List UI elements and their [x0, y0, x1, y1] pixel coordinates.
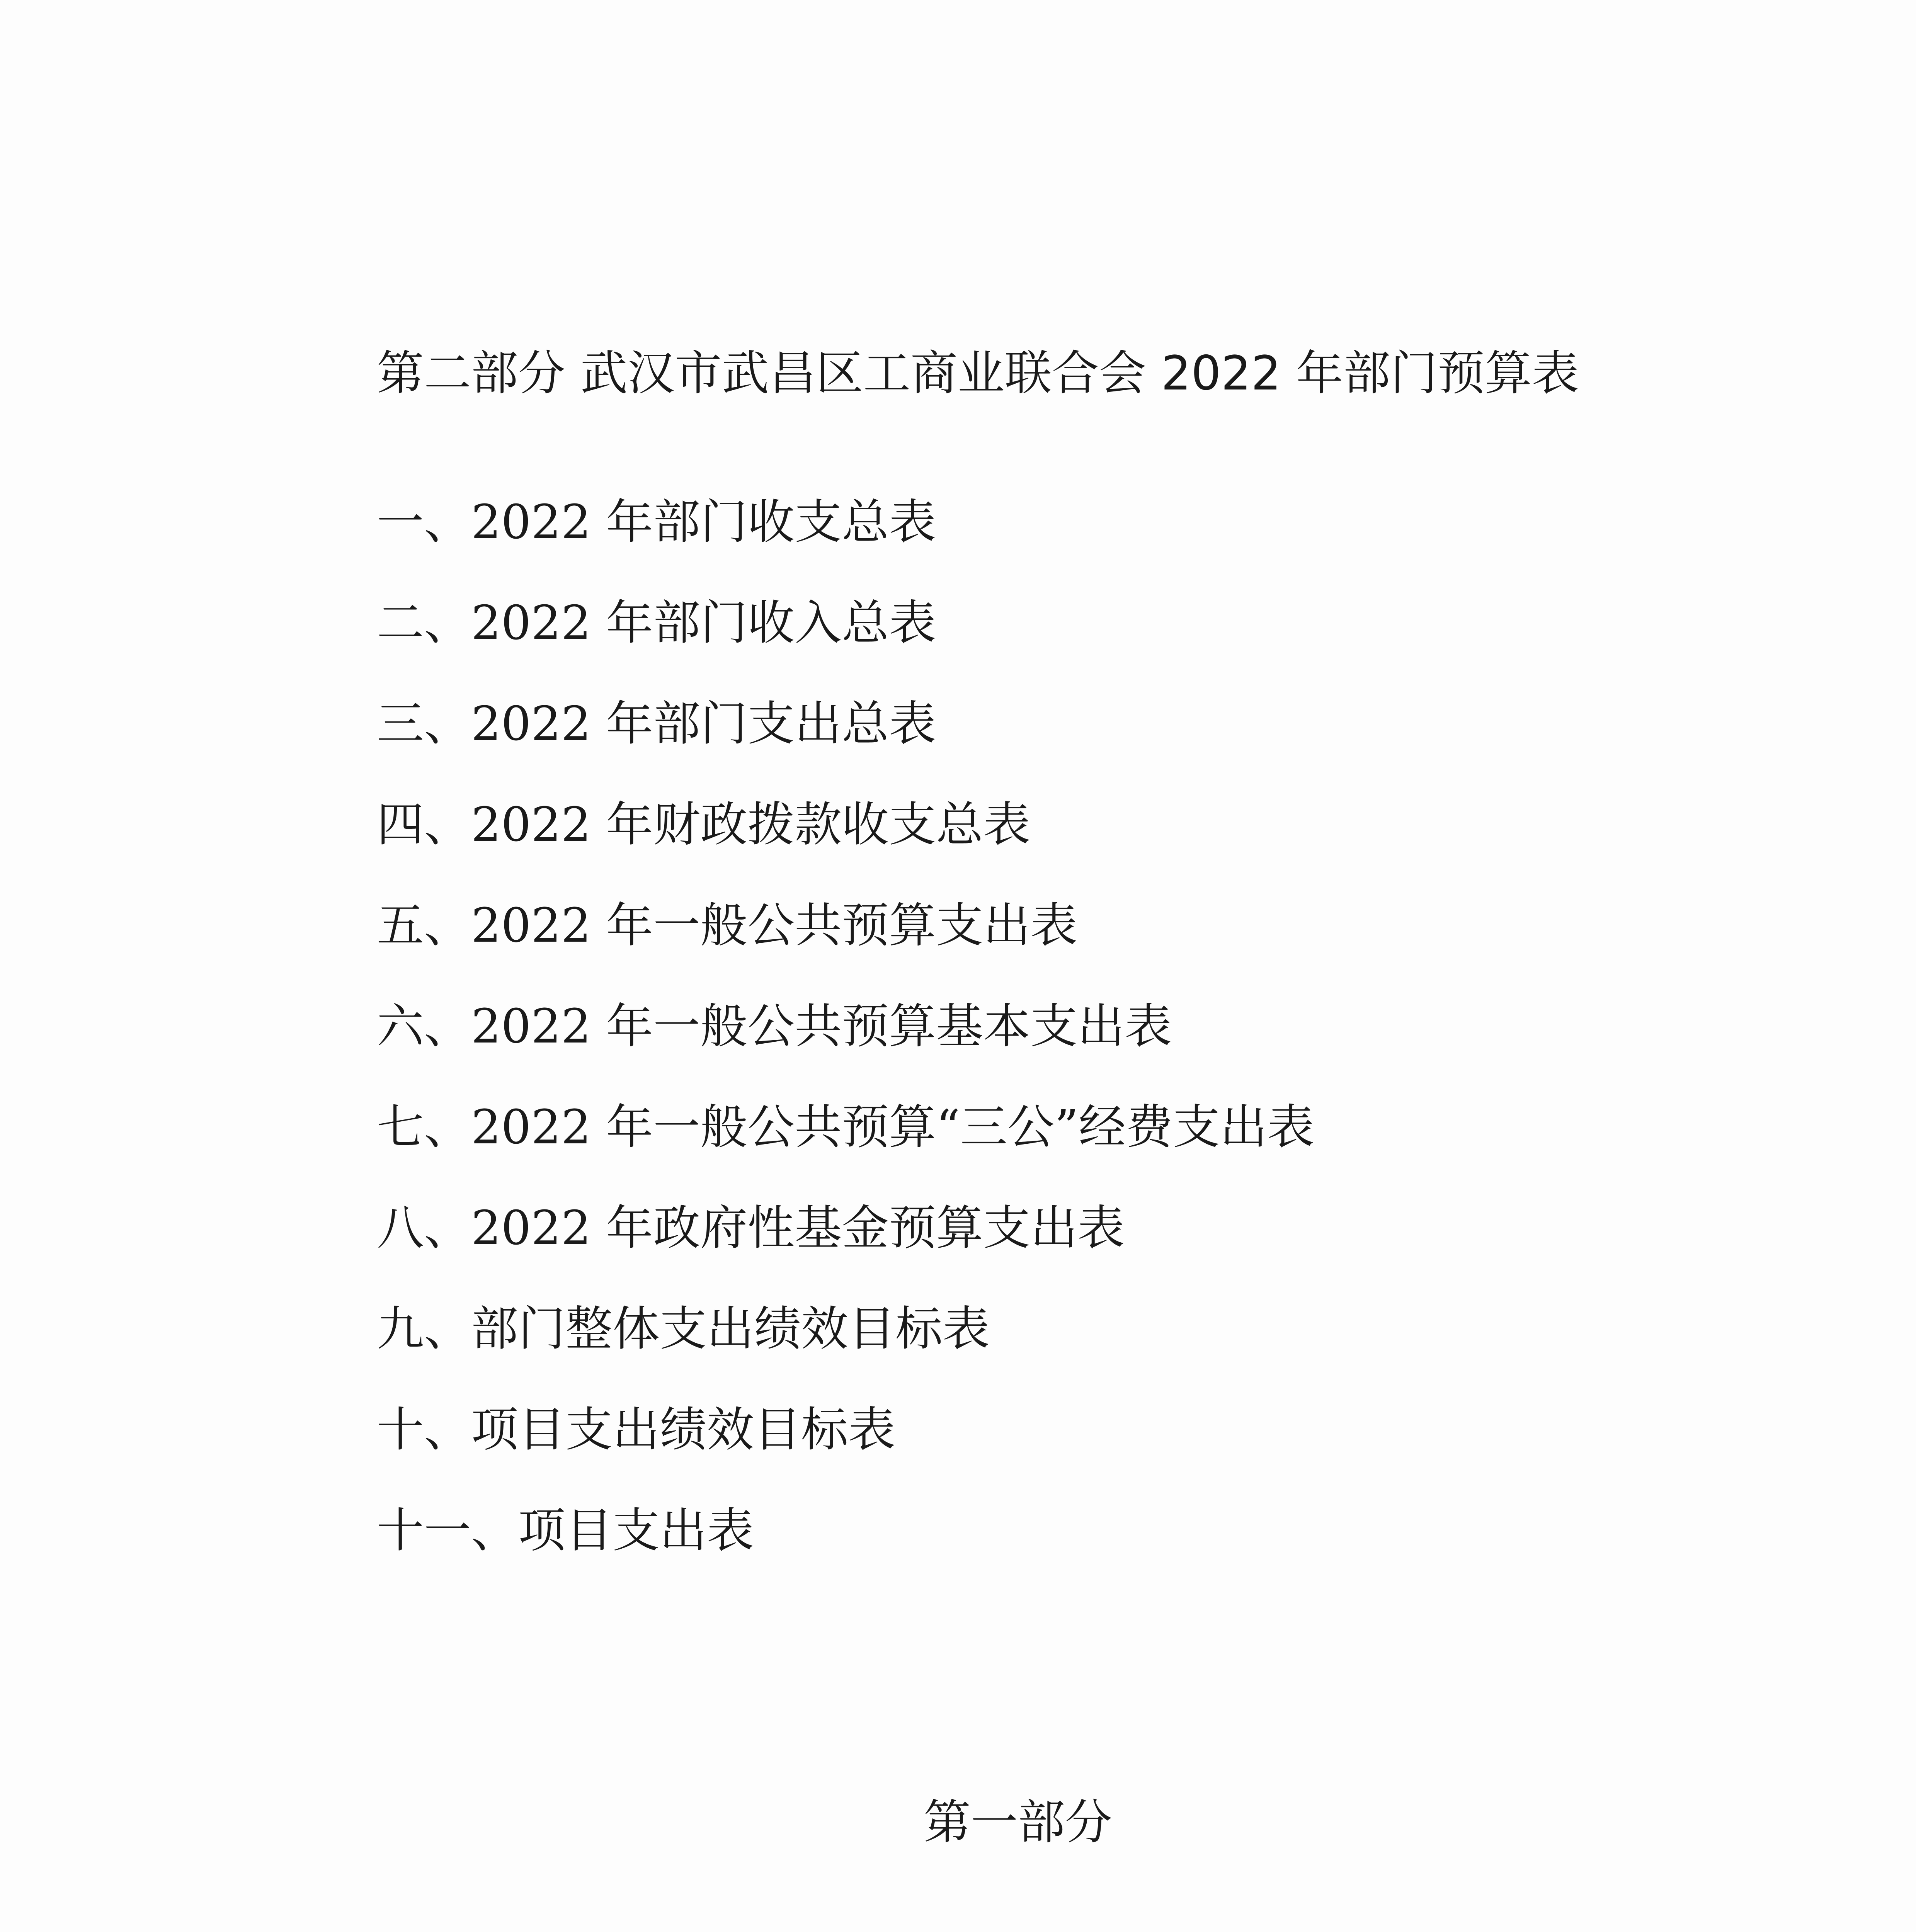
- part1-label: 第一部分: [924, 1795, 1112, 1850]
- toc-item-4: 四、2022 年财政拨款收支总表: [377, 797, 1031, 852]
- toc-item-9: 九、部门整体支出绩效目标表: [377, 1301, 990, 1356]
- toc-item-10: 十、项目支出绩效目标表: [377, 1402, 895, 1457]
- part2-title: 第二部分 武汉市武昌区工商业联合会 2022 年部门预算表: [377, 346, 1579, 401]
- toc-item-5: 五、2022 年一般公共预算支出表: [377, 898, 1078, 953]
- toc-item-6: 六、2022 年一般公共预算基本支出表: [377, 999, 1172, 1054]
- table-of-contents: [377, 495, 1315, 1608]
- toc-item-1: 一、2022 年部门收支总表: [377, 495, 936, 549]
- toc-item-7: 七、2022 年一般公共预算“三公”经费支出表: [377, 1100, 1315, 1155]
- toc-item-2: 二、2022 年部门收入总表: [377, 595, 936, 650]
- toc-item-11: 十一、项目支出表: [377, 1503, 754, 1558]
- toc-item-8: 八、2022 年政府性基金预算支出表: [377, 1201, 1125, 1255]
- toc-item-3: 三、2022 年部门支出总表: [377, 696, 936, 751]
